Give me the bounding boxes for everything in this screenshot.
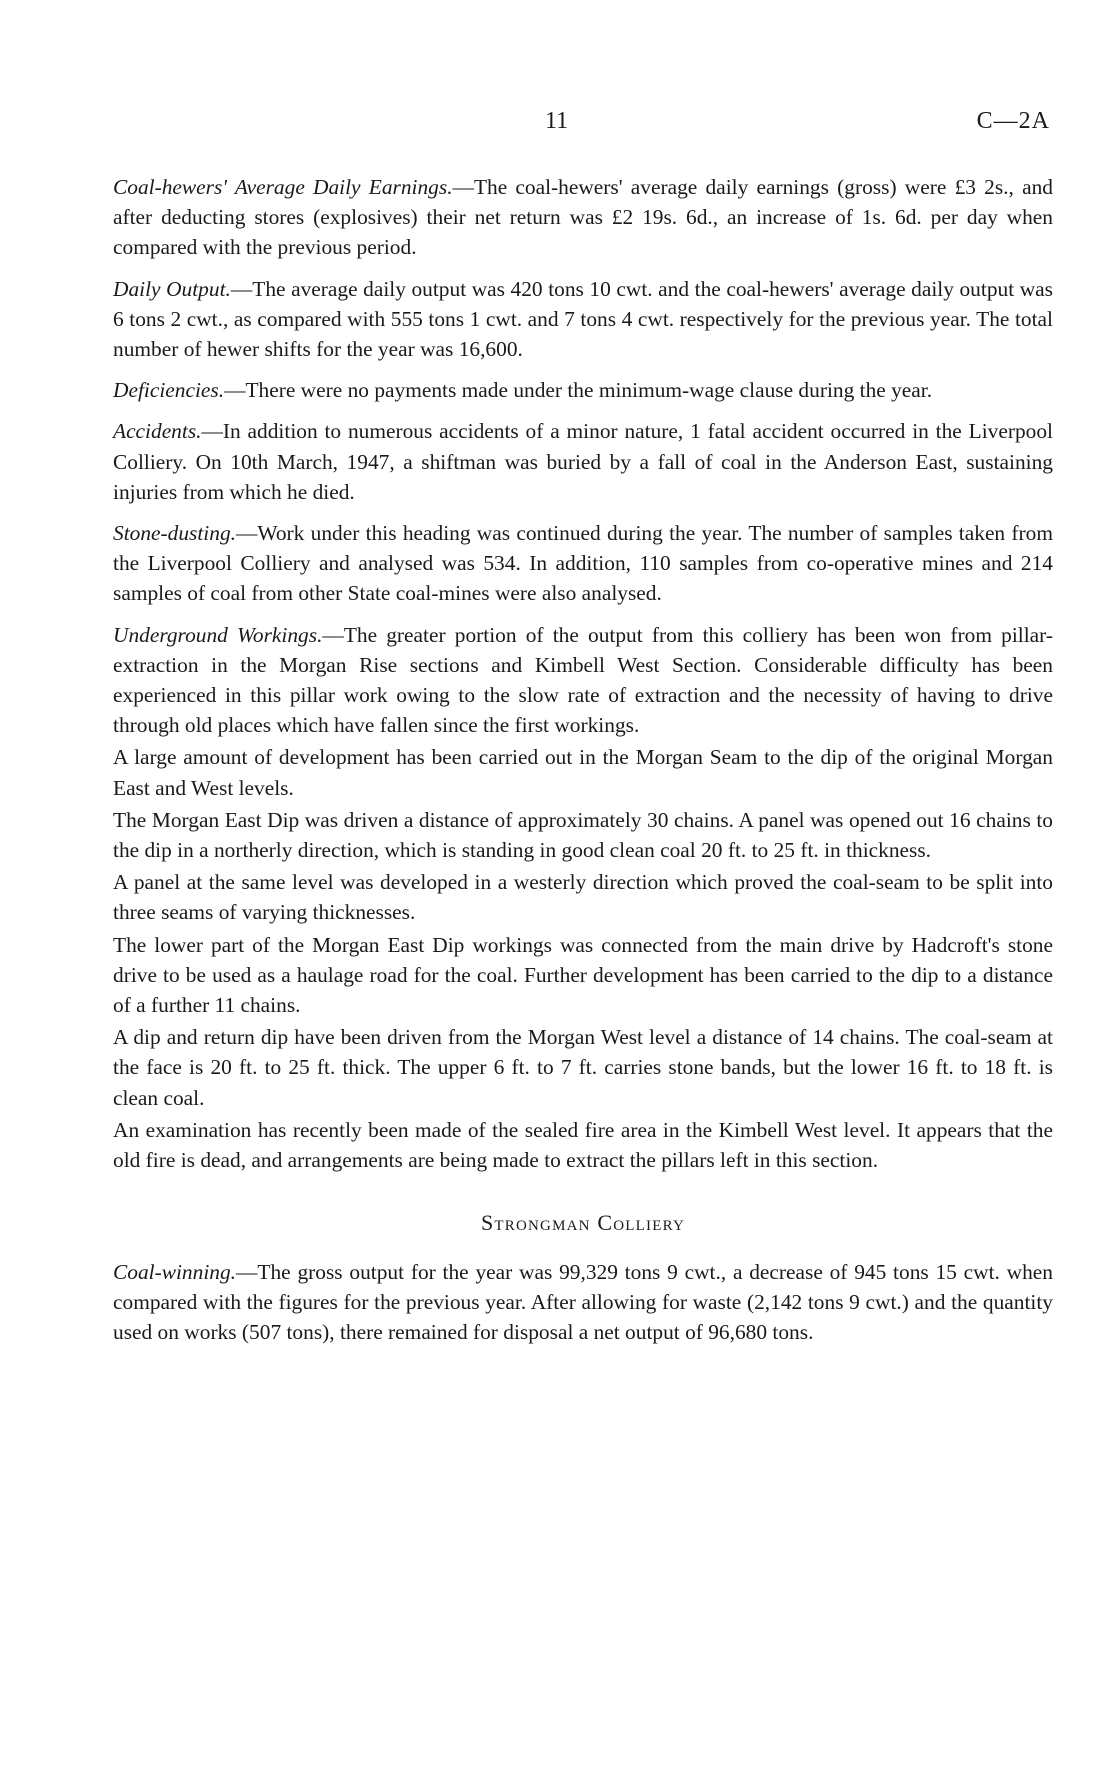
paragraph-lead: Stone-dusting.	[113, 521, 236, 546]
paragraph-accidents	[113, 416, 1053, 507]
paragraph-lead: Accidents.	[113, 419, 202, 444]
paragraph-deficiencies	[113, 375, 1053, 405]
body-text	[113, 172, 1053, 1358]
paragraph-lower-dip-workings: The lower part of the Morgan East Dip workings was connected from the main drive by Hadcroft's stone drive to be used as a haulage road for the coal. Further development has been carried to the dip to a distance of a further 11 chains.	[113, 932, 1053, 1018]
paragraph-coal-winning	[113, 1257, 1053, 1348]
paragraph-text: —The gross output for the year was 99,329 tons 9 cwt., a decrease of 945 tons 15 cwt. when compared with the figures for the previous year. After allowing for waste (2,142 tons 9 cwt.) and the quantity used on works (507 tons), there remained for disposal a net output of 96,680 tons.	[113, 1259, 1053, 1344]
page-header	[0, 108, 1114, 144]
paragraph-development-morgan-seam: A large amount of development has been carried out in the Morgan Seam to the dip of the original Morgan East and West levels.	[113, 745, 1053, 800]
paragraph-lead: Deficiencies.	[113, 378, 225, 403]
paragraph-lead: Underground Workings.	[113, 622, 323, 647]
paragraph-lead: Coal-winning.	[113, 1259, 237, 1284]
paragraph-text: —In addition to numerous accidents of a minor nature, 1 fatal accident occurred in the Liverpool Colliery. On 10th March, 1947, a shiftman was buried by a fall of coal in the Anderson East, sustaining injuries from which he died.	[113, 419, 1053, 504]
paragraph-stone-dusting	[113, 518, 1053, 609]
paragraph-westerly-panel: A panel at the same level was developed in a westerly direction which proved the coal-seam to be split into three seams of varying thicknesses.	[113, 870, 1053, 925]
paragraph-text: —The greater portion of the output from this colliery has been won from pillar-extraction in the Morgan Rise sections and Kimbell West Section. Considerable difficulty has been experienced in this pillar work owing to the slow rate of extraction and the necessity of having to drive through old places which have fallen since the first workings.	[113, 622, 1053, 738]
paragraph-text: —Work under this heading was continued during the year. The number of samples taken from the Liverpool Colliery and analysed was 534. In addition, 110 samples from co-operative mines and 214 samples of coal from other State coal-mines were also analysed.	[113, 521, 1053, 606]
paragraph-text: —There were no payments made under the minimum-wage clause during the year.	[224, 378, 933, 403]
paragraph-coal-hewers-earnings	[113, 172, 1053, 263]
paragraph-morgan-west-dip: A dip and return dip have been driven from the Morgan West level a distance of 14 chains. The coal-seam at the face is 20 ft. to 25 ft. thick. The upper 6 ft. to 7 ft. carries stone bands, but the lower 16 ft. to 18 ft. is clean coal.	[113, 1025, 1053, 1110]
paragraph-daily-output	[113, 274, 1053, 365]
paragraph-morgan-east-dip: The Morgan East Dip was driven a distance of approximately 30 chains. A panel was opened out 16 chains to the dip in a northerly direction, which is standing in good clean coal 20 ft. to 25 ft. in thickness.	[113, 807, 1053, 863]
paragraph-fire-area-examination: An examination has recently been made of the sealed fire area in the Kimbell West level. It appears that the old fire is dead, and arrangements are being made to extract the pillars left in this section.	[113, 1117, 1053, 1173]
paragraph-lead: Daily Output.	[113, 276, 231, 301]
page-number: 11	[545, 108, 569, 134]
paragraph-underground-workings	[113, 620, 1053, 741]
paragraph-text: —The average daily output was 420 tons 10 cwt. and the coal-hewers' average daily output was 6 tons 2 cwt., as compared with 555 tons 1 cwt. and 7 tons 4 cwt. respectively for the previous year. The total number of hewer shifts for the year was 16,600.	[113, 276, 1053, 362]
paragraph-text: —The coal-hewers' average daily earnings (gross) were £3 2s., and after deducting stores (explosives) their net return was £2 19s. 6d., an increase of 1s. 6d. per day when compared with the previous period.	[113, 175, 1053, 260]
section-heading: Strongman Colliery	[480, 1210, 685, 1236]
paragraph-lead: Coal-hewers' Average Daily Earnings.	[113, 175, 453, 199]
document-code: C—2A	[976, 108, 1050, 134]
